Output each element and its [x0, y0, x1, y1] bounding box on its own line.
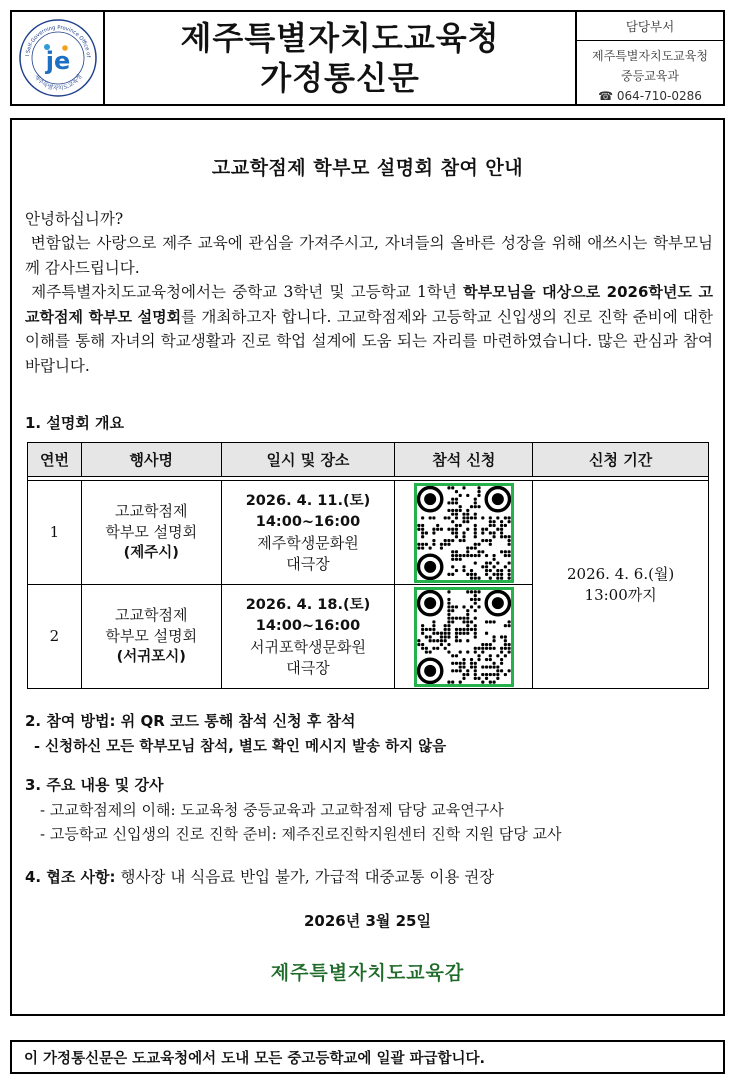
event-name-line1: 고교학점제	[115, 606, 188, 624]
table-header-row	[28, 443, 709, 477]
event-venue-line2: 대극장	[286, 554, 330, 573]
application-period-cell	[533, 481, 709, 689]
section4-text: 행사장 내 식음료 반입 불가, 가급적 대중교통 이용 권장	[115, 868, 495, 886]
intro-paragraph-1	[25, 231, 713, 280]
event-date: 2026. 4. 11.(토)	[245, 492, 371, 509]
event-name-line2: 학부모 설명회	[105, 523, 198, 541]
section3-item: - 고교학점제의 이해: 도교육청 중등교육과 고교학점제 담당 교육연구사	[40, 801, 504, 819]
qr-code-graphic	[417, 486, 511, 580]
section3-heading	[25, 774, 163, 795]
event-name-line2: 학부모 설명회	[105, 627, 198, 645]
column-header: 일시 및 장소	[221, 443, 395, 477]
section3-item: - 고등학교 신입생의 진로 진학 준비: 제주진로진학지원센터 진학 지원 담당 교사	[40, 825, 562, 843]
section1-heading	[25, 412, 124, 433]
header-title	[105, 10, 575, 106]
row-number: 2	[28, 585, 82, 689]
signer: 제주특별자치도교육감	[270, 962, 465, 984]
event-name-line1: 고교학점제	[115, 502, 188, 520]
section4-heading: 4. 협조 사항:	[25, 868, 116, 886]
event-region: (서귀포시)	[116, 649, 186, 665]
issue-date: 2026년 3월 25일	[304, 912, 431, 930]
column-header: 신청 기간	[533, 443, 709, 477]
department-label: 담당부서	[577, 12, 723, 41]
letter-body	[10, 118, 725, 1016]
application-period-date: 2026. 4. 6.(월)	[566, 564, 675, 583]
qr-code-icon[interactable]	[414, 483, 514, 583]
education-office-logo	[17, 17, 99, 99]
section2-heading	[25, 710, 356, 731]
event-time: 14:00~16:00	[255, 513, 361, 530]
event-venue-line1: 제주학생문화원	[257, 533, 359, 552]
section2-note: - 신청하신 모든 학부모님 참석, 별도 확인 메시지 발송 하지 않음	[34, 739, 447, 755]
phone-number: 064-710-0286	[616, 89, 702, 103]
registration-cell	[395, 585, 533, 689]
schedule-cell	[221, 585, 395, 689]
event-name-cell	[81, 481, 221, 585]
header-title-line1: 제주특별자치도교육청	[180, 19, 500, 57]
logo-mark-text: je	[45, 47, 70, 75]
section4	[25, 865, 494, 887]
schedule-cell	[221, 481, 395, 585]
header-title-line2: 가정통신문	[260, 59, 420, 97]
phone-icon: ☎	[598, 89, 614, 103]
logo-ring-top-text: l Self-Governing Province Office of	[24, 24, 91, 58]
event-overview-table	[27, 442, 709, 689]
registration-cell	[395, 481, 533, 585]
department-box	[575, 10, 725, 106]
intro-paragraph-2-c: 를 개최하고자 합니다. 고교학점제와 고등학교 신입생의 진로 진학 준비에 대한 이해를 통해 자녀의 학교생활과 진로 학업 설계에 도움 되는 자리를 마련하였습니다. 많은 관심과 참여 바랍니다.	[25, 307, 713, 375]
column-header: 행사명	[81, 443, 221, 477]
footer-notice: 이 가정통신문은 도교육청에서 도내 모든 중고등학교에 일괄 파급합니다.	[10, 1040, 725, 1074]
intro-paragraph-1-text: 변함없는 사랑으로 제주 교육에 관심을 가져주시고, 자녀들의 올바른 성장을 위해 애쓰시는 학부모님께 감사드립니다.	[25, 234, 713, 277]
event-venue-line1: 서귀포학생문화원	[250, 637, 366, 656]
event-time: 14:00~16:00	[255, 617, 361, 634]
department-division: 중등교육과	[621, 69, 679, 83]
column-header: 참석 신청	[395, 443, 533, 477]
section1-heading-text: 1. 설명회 개요	[25, 414, 125, 432]
event-name-cell	[81, 585, 221, 689]
letter-header	[10, 10, 725, 106]
event-venue-line2: 대극장	[286, 658, 330, 677]
qr-code-graphic	[417, 590, 511, 684]
row-number: 1	[28, 481, 82, 585]
greeting: 안녕하십니까?	[25, 210, 124, 228]
column-header: 연번	[28, 443, 82, 477]
section2-heading-text: 2. 참여 방법: 위 QR 코드 통해 참석 신청 후 참석	[25, 712, 356, 730]
logo-ring-bottom-text: 제주특별자치도교육청	[31, 73, 84, 93]
logo-box	[10, 10, 105, 106]
svg-text:제주특별자치도교육청	[32, 72, 83, 92]
event-region: (제주시)	[123, 545, 179, 561]
main-title: 고교학점제 학부모 설명회 참여 안내	[211, 157, 524, 179]
intro-paragraph-2-bold: 학부모님을 대상으로 2026학년도 고교학점제 학부모 설명회	[25, 283, 713, 326]
intro-paragraph-2	[25, 280, 713, 378]
department-org: 제주특별자치도교육청	[592, 49, 708, 63]
application-period-time: 13:00까지	[584, 585, 657, 604]
department-phone	[577, 86, 723, 106]
section3-heading-text: 3. 주요 내용 및 강사	[25, 776, 164, 794]
event-date: 2026. 4. 18.(토)	[245, 596, 371, 613]
intro-paragraph-2-a: 제주특별자치도교육청에서는 중학교 3학년 및 고등학교 1학년	[31, 283, 464, 301]
table-row	[28, 481, 709, 585]
qr-code-icon[interactable]	[414, 587, 514, 687]
